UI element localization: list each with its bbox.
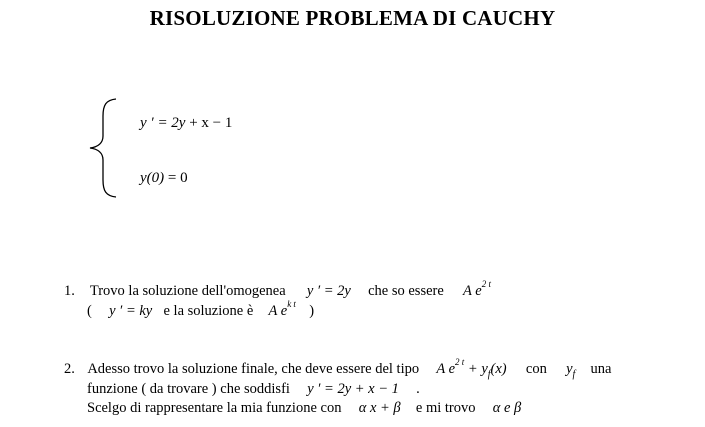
equation-1-lhs: y ′ = 2y	[140, 115, 186, 131]
item-2-text-c: Scelgo di rappresentare la mia funzione con	[87, 400, 342, 416]
item-2-line-2	[87, 381, 420, 398]
item-1-expr-2: A e	[268, 303, 288, 319]
equation-2-lhs: y(0)	[140, 170, 165, 186]
item-2-line-3	[87, 400, 521, 417]
item-1-eq-a: y ′ = 2y	[306, 283, 351, 299]
item-2-exp-a: 2 t	[455, 357, 465, 367]
item-1-open-paren: (	[87, 303, 92, 319]
item-1-text-a: Trovo la soluzione dell'omogenea	[89, 283, 286, 299]
equation-2-rest: = 0	[167, 170, 188, 186]
equation-2	[140, 170, 188, 187]
item-1-number: 1.	[64, 283, 75, 299]
item-1-exp: 2 t	[481, 279, 491, 289]
item-1-text-c: e la soluzione è	[163, 303, 254, 319]
item-2-expr-d: α e β	[492, 400, 522, 416]
item-1-line-2	[87, 299, 315, 320]
item-2-dot: .	[416, 381, 420, 397]
item-2-text-d: e mi trovo	[415, 400, 476, 416]
equation-1	[140, 115, 232, 132]
item-2-expr-a: A e	[436, 361, 456, 377]
item-1-eq-b: y ′ = ky	[109, 303, 153, 319]
equation-1-rest: + x − 1	[189, 115, 233, 131]
item-2-text-con: con	[525, 361, 547, 377]
item-2-yf: y	[566, 361, 573, 377]
item-1-line-1	[64, 279, 491, 300]
item-2-yf-sub: f	[572, 369, 576, 380]
item-2-number: 2.	[64, 361, 75, 377]
item-1-exp-2: k t	[287, 299, 296, 309]
item-2-line-1	[64, 357, 612, 380]
page-title: RISOLUZIONE PROBLEMA DI CAUCHY	[149, 6, 556, 30]
item-2-text-una: una	[590, 361, 612, 377]
item-2-eq-b: y ′ = 2y + x − 1	[307, 381, 399, 397]
item-1-expr: A e	[463, 283, 482, 299]
left-brace	[86, 96, 120, 200]
item-2-sub-f: f	[487, 369, 491, 380]
item-2-plus-y: + y	[467, 361, 488, 377]
item-1-text-b: che so essere	[368, 283, 444, 299]
item-2-arg: (x)	[490, 361, 507, 377]
item-2-text-b: funzione ( da trovare ) che soddisfi	[87, 381, 290, 397]
item-2-text-a: Adesso trovo la soluzione finale, che deve essere del tipo	[87, 361, 420, 377]
item-1-close-paren: )	[309, 303, 315, 319]
item-2-expr-c: α x + β	[358, 400, 401, 416]
